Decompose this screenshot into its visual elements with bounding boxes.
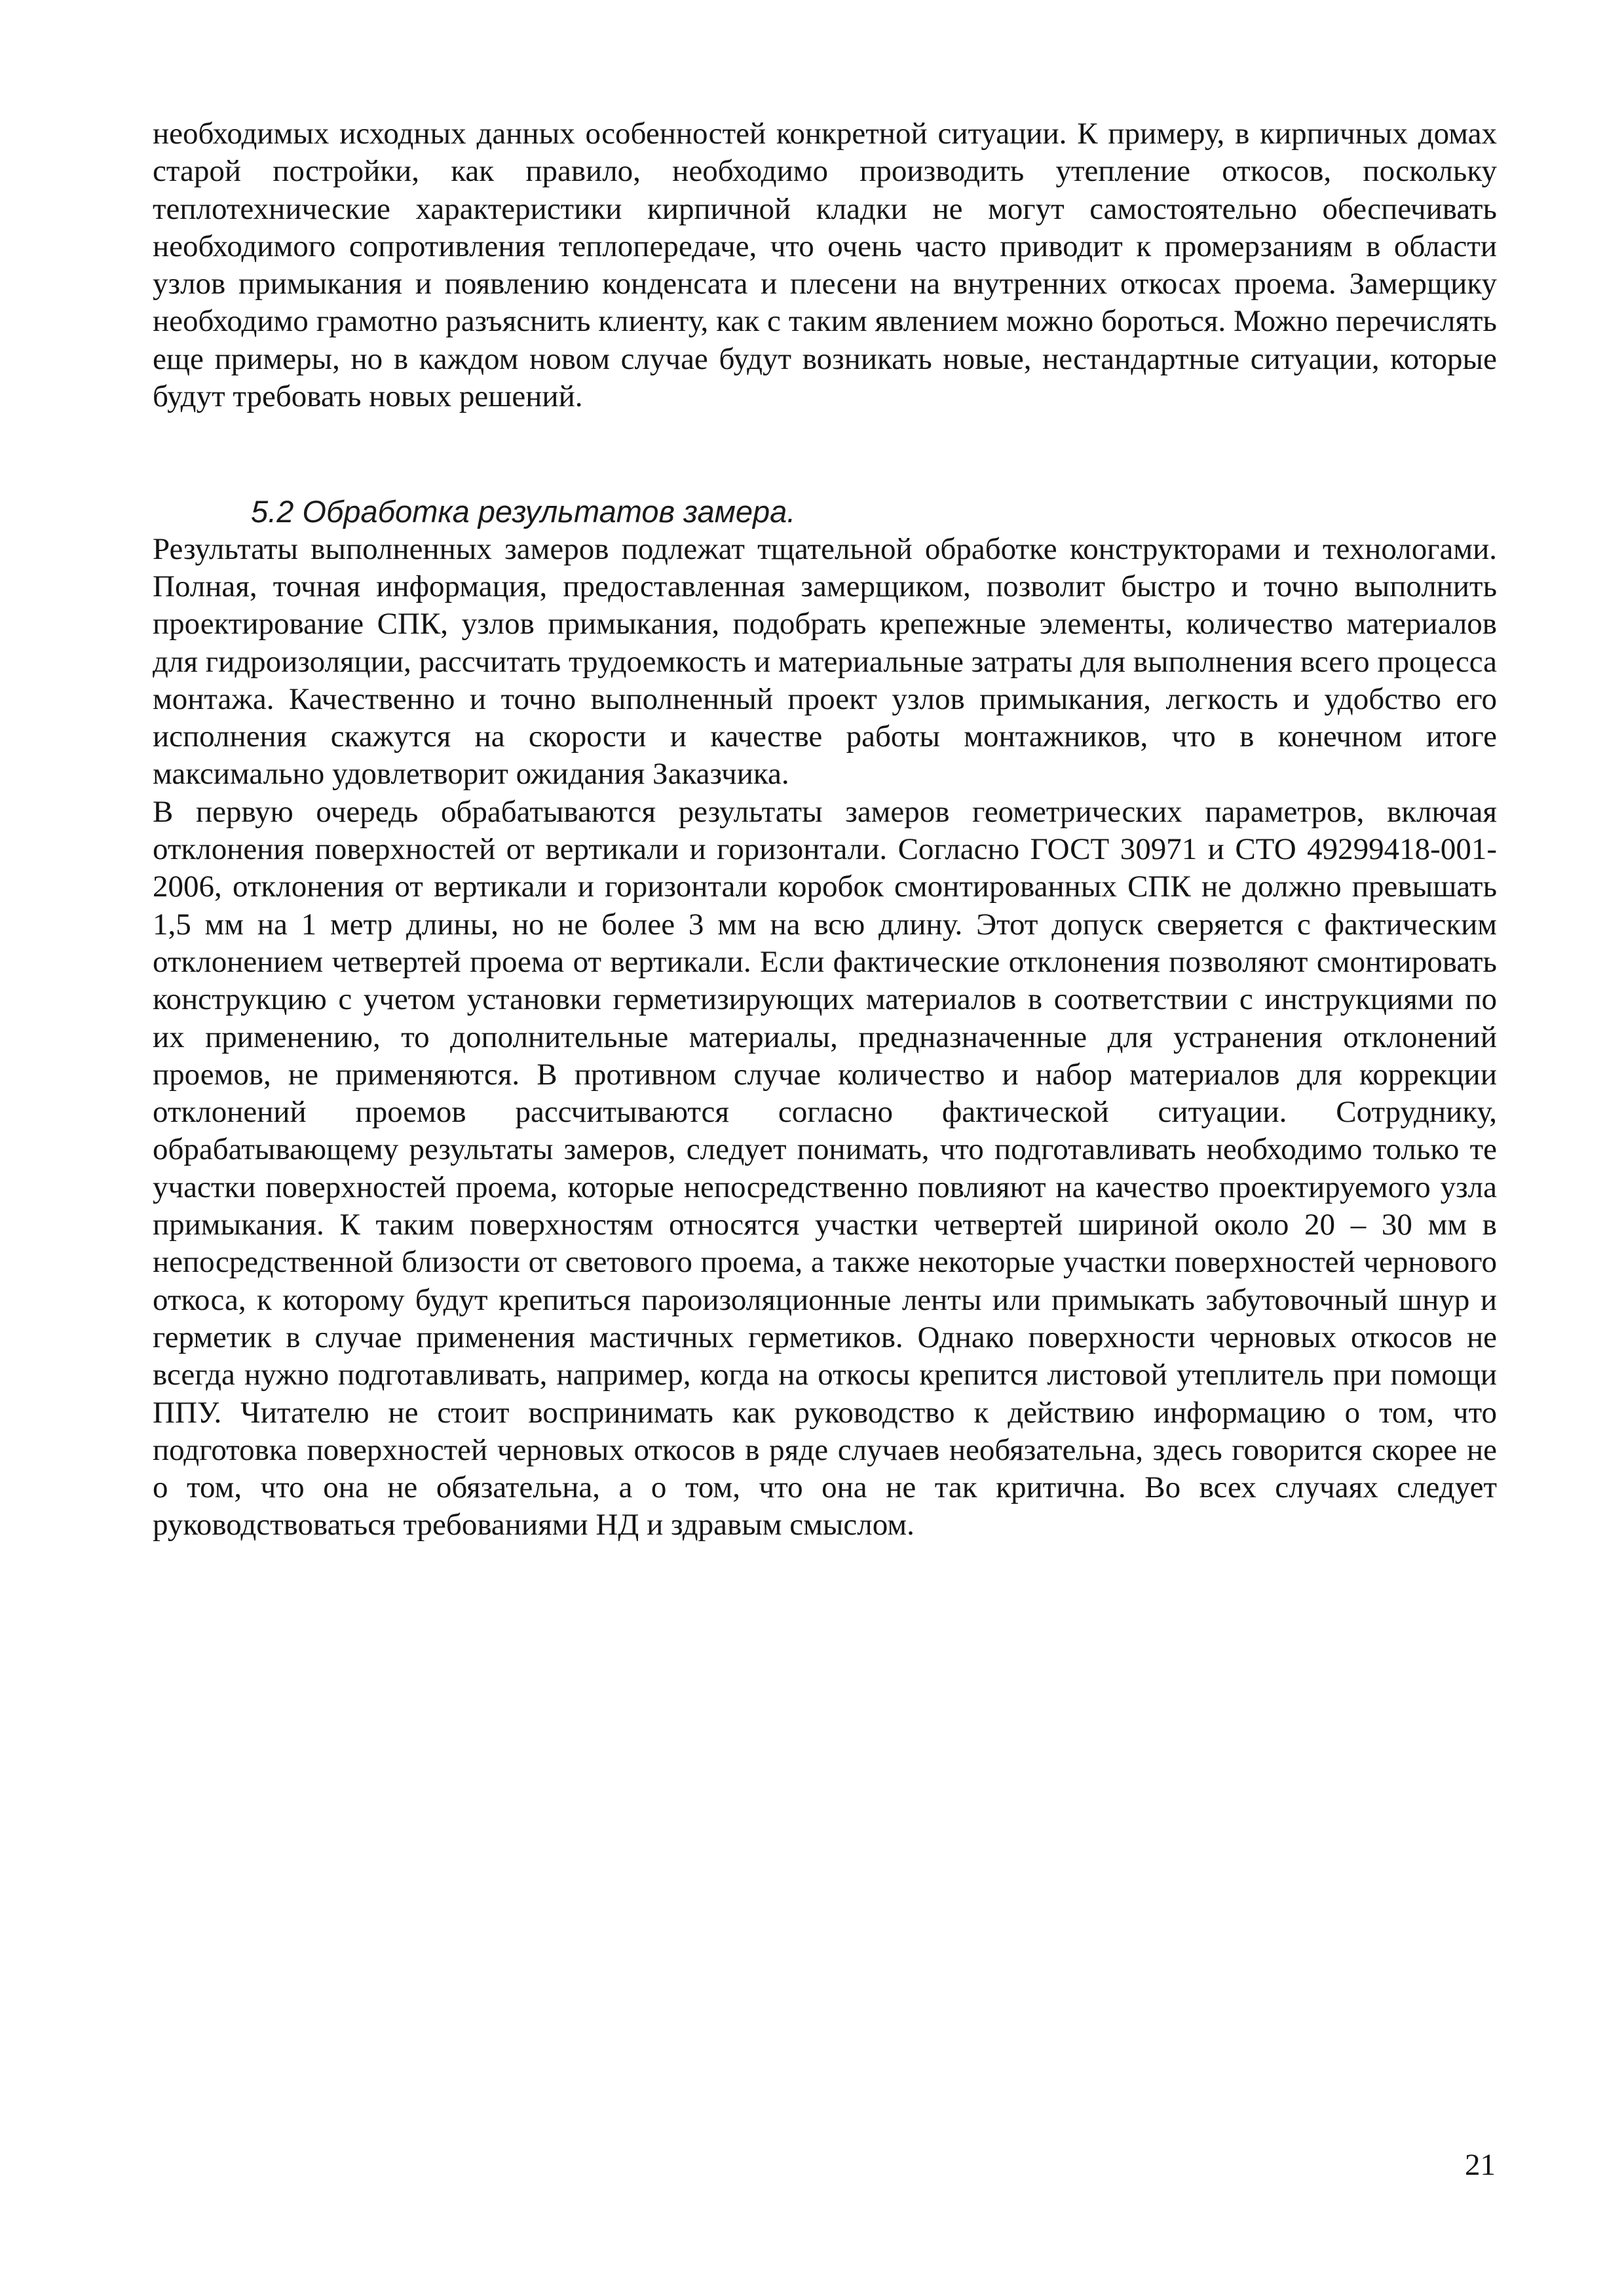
section-paragraph-1: Результаты выполненных замеров подлежат тщательной обработке конструкторами и технологами. Полная, точная информация, предоставленная замерщиком, позволит быстро и точно выполнить проектирование СПК, узлов примыкания, подобрать крепежные элементы, количество материалов для гидроизоляции, рассчитать трудоемкость и материальные затраты для выполнения всего процесса монтажа. Качественно и точно выполненный проект узлов примыкания, легкость и удобство его исполнения скажутся на скорости и качестве работы монтажников, что в конечном итоге максимально удовлетворит ожидания Заказчика. <box>153 531 1497 792</box>
intro-paragraph: необходимых исходных данных особенностей конкретной ситуации. К примеру, в кирпичных домах старой постройки, как правило, необходимо производить утепление откосов, поскольку теплотехнические характеристики кирпичной кладки не могут самостоятельно обеспечивать необходимого сопротивления теплопередаче, что очень часто приводит к промерзаниям в области узлов примыкания и появлению конденсата и плесени на внутренних откосах проема. Замерщику необходимо грамотно разъяснить клиенту, как с таким явлением можно бороться. Можно перечислять еще примеры, но в каждом новом случае будут возникать новые, нестандартные ситуации, которые будут требовать новых решений. <box>153 117 1497 414</box>
document-page <box>153 115 1497 1544</box>
spacer <box>153 415 1497 493</box>
section-heading: 5.2 Обработка результатов замера. <box>251 494 796 529</box>
section-paragraph-2: В первую очередь обрабатываются результаты замеров геометрических параметров, включая отклонения поверхностей от вертикали и горизонтали. Согласно ГОСТ 30971 и СТО 49299418-001-2006, отклонения от вертикали и горизонтали коробок смонтированных СПК не должно превышать 1,5 мм на 1 метр длины, но не более 3 мм на всю длину. Этот допуск сверяется с фактическим отклонением четвертей проема от вертикали. Если фактические отклонения позволяют смонтировать конструкцию с учетом установки герметизирующих материалов в соответствии с инструкциями по их применению, то дополнительные материалы, предназначенные для устранения отклонений проемов, не применяются. В противном случае количество и набор материалов для коррекции отклонений проемов рассчитываются согласно фактической ситуации. Сотруднику, обрабатывающему результаты замеров, следует понимать, что подготавливать необходимо только те участки поверхностей проема, которые непосредственно повлияют на качество проектируемого узла примыкания. К таким поверхностям относятся участки четвертей шириной около 20 – 30 мм в непосредственной близости от светового проема, а также некоторые участки поверхностей чернового откоса, к которому будут крепиться пароизоляционные ленты или примыкать забутовочный шнур и герметик в случае применения мастичных герметиков. Однако поверхности черновых откосов не всегда нужно подготавливать, например, когда на откосы крепится листовой утеплитель при помощи ППУ. Читателю не стоит воспринимать как руководство к действию информацию о том, что подготовка поверхностей черновых откосов в ряде случаев необязательна, здесь говорится скорее не о том, что она не обязательна, а о том, что она не так критична. Во всех случаях следует руководствоваться требованиями НД и здравым смыслом. <box>153 794 1497 1542</box>
page-number: 21 <box>1465 2148 1496 2182</box>
